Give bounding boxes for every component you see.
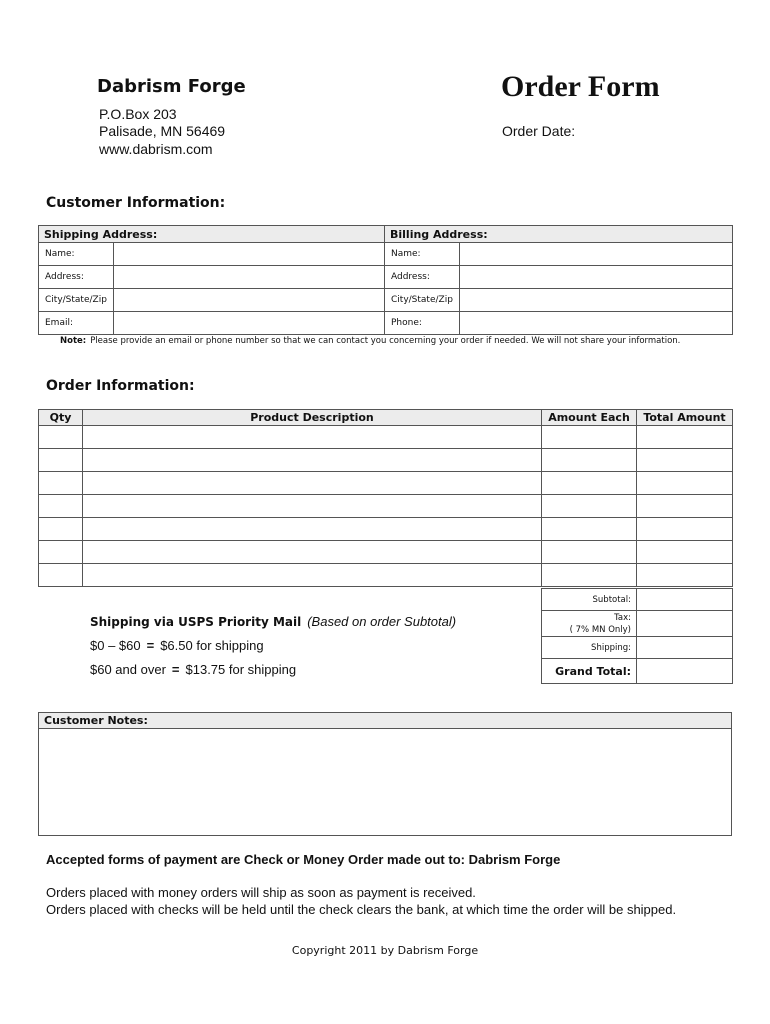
qty-cell[interactable]	[39, 472, 83, 495]
shipping-city-label: City/State/Zip	[39, 289, 114, 312]
order-row	[39, 541, 733, 564]
order-row	[39, 449, 733, 472]
order-row	[39, 518, 733, 541]
customer-info-table	[38, 225, 733, 335]
amount-each-cell[interactable]	[542, 449, 637, 472]
qty-cell[interactable]	[39, 495, 83, 518]
shipping-name-label: Name:	[39, 243, 114, 266]
description-cell[interactable]	[83, 564, 542, 587]
total-amount-cell[interactable]	[637, 426, 733, 449]
order-date-label: Order Date:	[502, 123, 576, 139]
shipping-city-field[interactable]	[114, 289, 385, 312]
rate-price: $13.75 for shipping	[185, 662, 297, 677]
billing-address-header: Billing Address:	[385, 226, 733, 243]
shipping-method	[90, 614, 456, 629]
billing-city-label: City/State/Zip	[385, 289, 460, 312]
shipping-email-label: Email:	[39, 312, 114, 335]
qty-cell[interactable]	[39, 449, 83, 472]
description-cell[interactable]	[83, 541, 542, 564]
note-label: Note:	[60, 336, 87, 346]
qty-cell[interactable]	[39, 518, 83, 541]
money-order-policy: Orders placed with money orders will ship as soon as payment is received.	[46, 885, 476, 900]
rate-range: $0 – $60	[90, 638, 141, 653]
amount-each-cell[interactable]	[542, 495, 637, 518]
shipping-field[interactable]	[637, 637, 733, 659]
tax-sub-label: ( 7% MN Only)	[569, 624, 631, 635]
copyright: Copyright 2011 by Dabrism Forge	[291, 944, 479, 957]
order-row	[39, 495, 733, 518]
qty-cell[interactable]	[39, 541, 83, 564]
description-cell[interactable]	[83, 495, 542, 518]
billing-name-field[interactable]	[460, 243, 733, 266]
billing-phone-label: Phone:	[385, 312, 460, 335]
rate-range: $60 and over	[90, 662, 166, 677]
customer-info-title: Customer Information:	[46, 195, 226, 211]
tax-label-text: Tax:	[614, 612, 631, 623]
total-amount-cell[interactable]	[637, 564, 733, 587]
shipping-rate-1	[90, 638, 264, 653]
contact-note	[60, 336, 680, 346]
order-table	[38, 409, 733, 587]
order-row	[39, 564, 733, 587]
amount-each-column-header: Amount Each	[542, 410, 637, 426]
tax-label	[542, 611, 637, 637]
shipping-name-field[interactable]	[114, 243, 385, 266]
grand-total-field[interactable]	[637, 659, 733, 684]
shipping-method-title: Shipping via USPS Priority Mail	[90, 615, 302, 629]
billing-name-label: Name:	[385, 243, 460, 266]
total-amount-cell[interactable]	[637, 541, 733, 564]
order-row	[39, 426, 733, 449]
amount-each-cell[interactable]	[542, 472, 637, 495]
amount-each-cell[interactable]	[542, 541, 637, 564]
order-info-title: Order Information:	[46, 378, 195, 394]
payment-info: Accepted forms of payment are Check or Money Order made out to: Dabrism Forge	[46, 852, 561, 867]
billing-address-label: Address:	[385, 266, 460, 289]
amount-each-cell[interactable]	[542, 518, 637, 541]
description-cell[interactable]	[83, 518, 542, 541]
note-text: Please provide an email or phone number so that we can contact you concerning your order if needed. We will not share your information.	[90, 336, 681, 346]
qty-column-header: Qty	[39, 410, 83, 426]
grand-total-label: Grand Total:	[542, 659, 637, 684]
billing-address-field[interactable]	[460, 266, 733, 289]
description-cell[interactable]	[83, 426, 542, 449]
billing-city-field[interactable]	[460, 289, 733, 312]
shipping-address-header: Shipping Address:	[39, 226, 385, 243]
shipping-address-label: Address:	[39, 266, 114, 289]
amount-each-cell[interactable]	[542, 426, 637, 449]
customer-notes-box[interactable]	[38, 712, 732, 836]
total-amount-cell[interactable]	[637, 449, 733, 472]
qty-cell[interactable]	[39, 426, 83, 449]
order-row	[39, 472, 733, 495]
description-cell[interactable]	[83, 449, 542, 472]
check-policy: Orders placed with checks will be held until the check clears the bank, at which time the order will be shipped.	[46, 902, 677, 917]
tax-field[interactable]	[637, 611, 733, 637]
total-amount-column-header: Total Amount	[637, 410, 733, 426]
address-line: P.O.Box 203	[99, 106, 177, 122]
amount-each-cell[interactable]	[542, 564, 637, 587]
company-name: Dabrism Forge	[97, 76, 246, 97]
shipping-rate-2	[90, 662, 296, 677]
shipping-label: Shipping:	[542, 637, 637, 659]
total-amount-cell[interactable]	[637, 495, 733, 518]
totals-table	[541, 588, 733, 684]
billing-phone-field[interactable]	[460, 312, 733, 335]
shipping-email-field[interactable]	[114, 312, 385, 335]
subtotal-label: Subtotal:	[542, 589, 637, 611]
description-column-header: Product Description	[83, 410, 542, 426]
equals-sign: =	[146, 638, 155, 653]
website-line: www.dabrism.com	[99, 141, 213, 157]
qty-cell[interactable]	[39, 564, 83, 587]
subtotal-field[interactable]	[637, 589, 733, 611]
shipping-method-note: (Based on order Subtotal)	[307, 614, 457, 629]
description-cell[interactable]	[83, 472, 542, 495]
equals-sign: =	[171, 662, 180, 677]
total-amount-cell[interactable]	[637, 518, 733, 541]
customer-notes-header: Customer Notes:	[39, 713, 731, 729]
address-line: Palisade, MN 56469	[99, 123, 226, 139]
shipping-address-field[interactable]	[114, 266, 385, 289]
total-amount-cell[interactable]	[637, 472, 733, 495]
form-title: Order Form	[501, 70, 660, 103]
rate-price: $6.50 for shipping	[160, 638, 264, 653]
